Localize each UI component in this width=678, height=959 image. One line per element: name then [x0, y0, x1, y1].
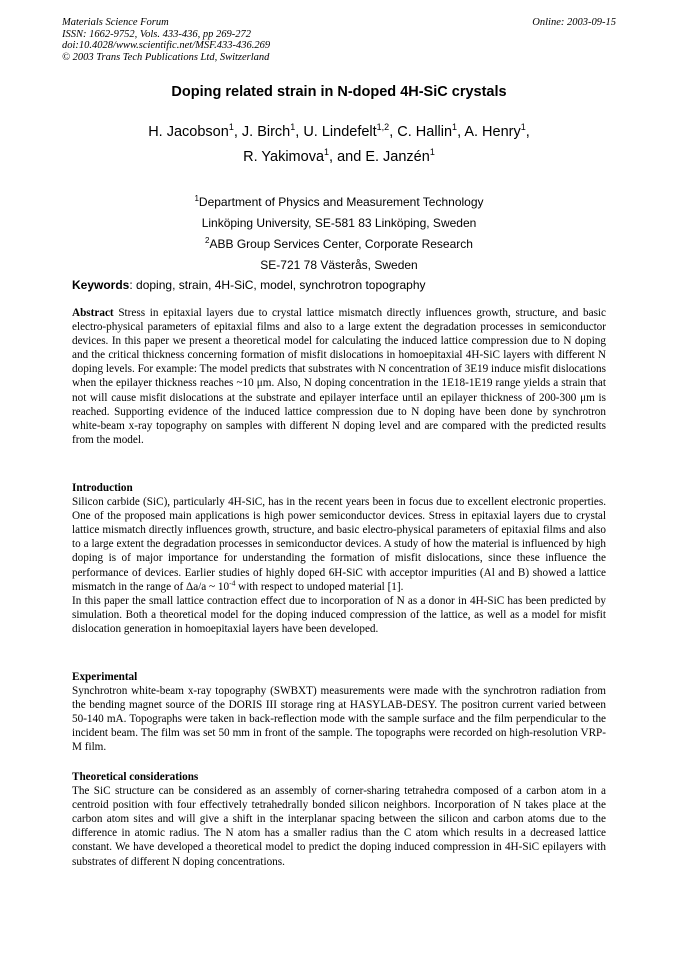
affiliation-text: Department of Physics and Measurement Technology	[198, 195, 484, 209]
abstract-text: Stress in epitaxial layers due to crystal lattice mismatch directly influences growth, structure, and basic electro-physical parameters of epitaxial films and also to a large extent the degradation processes in semiconductor devices. In this paper we present a theoretical model for calculating the induced lattice compression due to N doping and the critical thickness concerning formation of misfit dislocations in homoepitaxial 4H-SiC layers with different N doping levels. For example: The model predicts that substrates with N concentration of 3E19 induce misfit dislocations when the epilayer thickness reaches ~10 μm. Also, N doping concentration in the 1E18-1E19 range yields a strain that not will cause misfit dislocations at the substrate and epilayer interface until an epilayer thickness of 200-300 μm is reached. Supporting evidence of the induced lattice compression due to N doping have been done by synchrotron white-beam x-ray topography on samples with different N doping level and are compared with the predicted results from the model.	[72, 307, 606, 446]
author-separator: , and	[329, 149, 366, 165]
author-line-1	[40, 120, 638, 145]
journal-name: Materials Science Forum	[62, 17, 169, 28]
author-separator: ,	[389, 124, 398, 140]
paragraph-text: Silicon carbide (SiC), particularly 4H-SiC, has in the recent years been in focus due to excellent electronic properties. One of the proposed main applications is high power semiconductor devices. Stress in epitaxial layers due to crystal lattice mismatch directly influences growth, structure, and basic electro-physical parameters of epitaxial films and also to a large extent the degradation processes in semiconductor devices. A study of how the material is influenced by high doping is of major importance for understanding the formation of misfit dislocations, since these influence the performance of devices. Earlier studies of highly doped 6H-SiC with acceptor impurities (Al and B) showed a lattice mismatch in the range of Δa/a ~ 10	[72, 496, 606, 593]
abstract-label: Abstract	[72, 307, 114, 319]
author-name: A. Henry	[464, 124, 521, 140]
introduction-paragraph-1	[72, 495, 606, 594]
author-name: U. Lindefelt	[303, 124, 377, 140]
author-name: C. Hallin	[397, 124, 453, 140]
author-affiliation-mark: 1	[429, 147, 435, 158]
author-affiliation-mark: 1	[324, 147, 330, 158]
affiliation-2-line-1	[100, 234, 578, 255]
paragraph-text: with respect to undoped material [1].	[235, 580, 404, 593]
paper-title: Doping related strain in N-doped 4H-SiC crystals	[171, 84, 507, 100]
author-separator: ,	[295, 124, 304, 140]
introduction-heading: Introduction	[72, 482, 133, 494]
theory-paragraph: The SiC structure can be considered as an assembly of corner-sharing tetrahedra composed of a carbon atom in a centroid position with four effectively tetrahedrally bonded silicon neighbors. Incorporation of N takes place at the carbon atom sites and will give a shift in the interplanar spacing between the silicon and carbon atoms due to the difference in atomic radius. The N atom has a smaller radius than the C atom which results in a decreased lattice constant. We have developed a theoretical model to predict the doping induced compression in 4H-SiC epilayers with substrates of different N doping concentrations.	[72, 785, 606, 868]
author-name: H. Jacobson	[148, 124, 229, 140]
exponent: -4	[229, 577, 236, 587]
abstract-paragraph	[72, 306, 606, 447]
experimental-heading: Experimental	[72, 671, 138, 683]
author-list	[40, 120, 638, 170]
affiliation-mark: 1	[194, 194, 199, 203]
author-name: R. Yakimova	[243, 149, 325, 165]
journal-header	[62, 17, 270, 63]
author-affiliation-mark: 1	[452, 122, 458, 133]
author-separator: ,	[457, 124, 465, 140]
author-separator: ,	[525, 124, 530, 140]
author-name: E. Janzén	[365, 149, 430, 165]
theory-section	[72, 770, 606, 869]
author-affiliation-mark: 1	[520, 122, 526, 133]
affiliation-2-line-2: SE-721 78 Västerås, Sweden	[260, 258, 418, 272]
author-separator: ,	[233, 124, 242, 140]
copyright-line: © 2003 Trans Tech Publications Ltd, Switzerland	[62, 51, 270, 63]
affiliation-text: ABB Group Services Center, Corporate Research	[209, 237, 473, 251]
introduction-paragraph-2: In this paper the small lattice contraction effect due to incorporation of N as a donor in 4H-SiC has been predicted by simulation. Both a theoretical model for the doping induced compression of the lattice, as well as a model for misfit dislocation generation in homoepitaxial layers have been developed.	[72, 594, 606, 635]
experimental-section	[72, 670, 606, 755]
author-affiliation-mark: 1	[290, 122, 296, 133]
abstract-section	[72, 306, 606, 447]
keywords-text: : doping, strain, 4H-SiC, model, synchrotron topography	[129, 278, 426, 292]
doi-line: doi:10.4028/www.scientific.net/MSF.433-436.269	[62, 40, 271, 51]
keywords	[72, 278, 612, 292]
theory-heading: Theoretical considerations	[72, 771, 199, 783]
affiliation-1-line-1	[100, 192, 578, 213]
introduction-section	[72, 481, 606, 636]
author-name: J. Birch	[241, 124, 291, 140]
author-affiliation-mark: 1,2	[376, 122, 390, 133]
online-date: Online: 2003-09-15	[532, 17, 616, 28]
experimental-paragraph: Synchrotron white-beam x-ray topography (SWBXT) measurements were made with the synchrotron radiation from the bending magnet source of the DORIS III storage ring at HASYLAB-DESY. The positron current varied between 50-140 mA. Topographs were taken in back-reflection mode with the sample surface and the film perpendicular to the incident beam. The film was set 50 mm in front of the sample. The topographs were recorded on high-resolution VRP-M film.	[72, 685, 606, 754]
affiliation-mark: 2	[205, 236, 210, 245]
issn-line: ISSN: 1662-9752, Vols. 433-436, pp 269-272	[62, 28, 251, 40]
author-line-2	[40, 145, 638, 170]
affiliations	[100, 192, 578, 276]
affiliation-1-line-2: Linköping University, SE-581 83 Linköping, Sweden	[201, 216, 477, 230]
author-affiliation-mark: 1	[228, 122, 234, 133]
keywords-label: Keywords	[72, 278, 130, 292]
